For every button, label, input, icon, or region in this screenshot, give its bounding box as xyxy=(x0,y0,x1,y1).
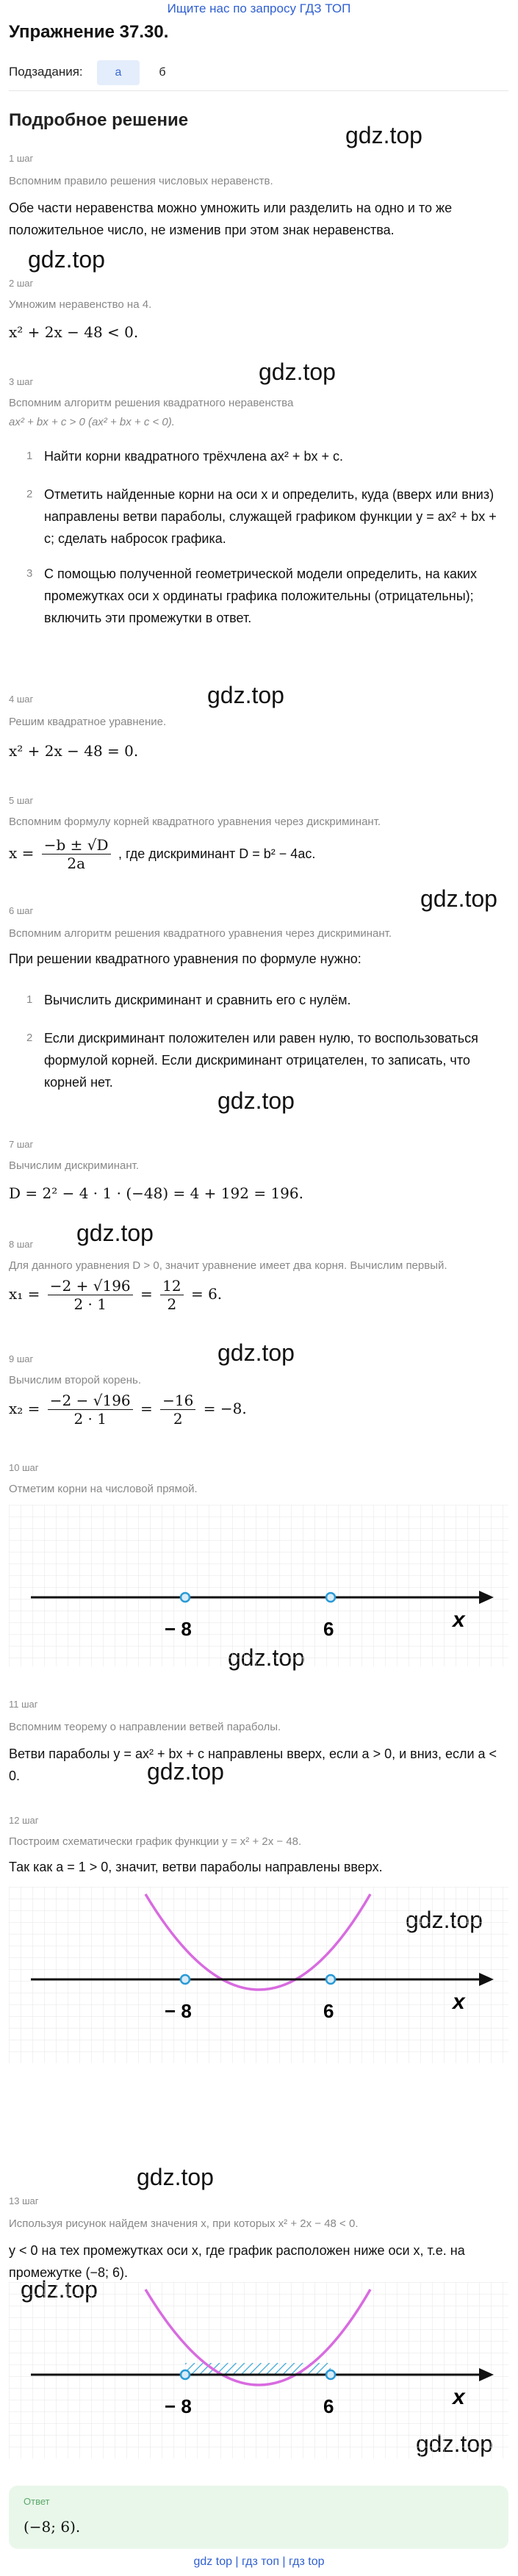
watermark: gdz.top xyxy=(217,1339,295,1366)
formula-lhs: x = xyxy=(9,844,35,862)
root-result: = 6. xyxy=(190,1285,223,1303)
step-text: Ветви параболы y = ax² + bx + c направлены вверх, если a > 0, и вниз, если a < 0. xyxy=(9,1746,497,1783)
step-label: 3 шаг xyxy=(9,376,34,387)
step-label: 1 шаг xyxy=(9,153,34,164)
root-point-neg8 xyxy=(181,1593,190,1602)
subtasks-label: Подзадания: xyxy=(9,65,83,79)
list-item: С помощью полученной геометрической модели определить, на каких промежутках оси x ординаты графика положительны (отрицательны); включить эти промежутки в ответ. xyxy=(44,566,477,625)
step-note: Используя рисунок найдем значения x, при которых x² + 2x − 48 < 0. xyxy=(9,2217,359,2230)
solution-graph xyxy=(9,2282,508,2458)
equation: x² + 2x − 48 = 0. xyxy=(9,742,139,760)
fraction-numerator: −2 − √196 xyxy=(48,1392,133,1410)
fraction-numerator: −16 xyxy=(160,1392,195,1410)
list-number: 3 xyxy=(26,567,33,580)
step-text: Обе части неравенства можно умножить или разделить на одно и то же положительное число, не изменив при этом знак неравенства. xyxy=(9,201,453,237)
step-text: y < 0 на тех промежутках оси x, где график расположен ниже оси x, т.е. на промежутке (−8; 6). xyxy=(9,2243,465,2280)
step-note: Для данного уравнения D > 0, значит уравнение имеет два корня. Вычислим первый. xyxy=(9,1259,447,1272)
watermark: gdz.top xyxy=(147,1758,224,1785)
step-note: Решим квадратное уравнение. xyxy=(9,716,167,728)
step-label: 13 шаг xyxy=(9,2195,39,2206)
list-number: 1 xyxy=(26,993,33,1006)
root-lhs: x₁ = xyxy=(9,1285,40,1303)
step-note: Вычислим второй корень. xyxy=(9,1374,142,1386)
axis-label: x xyxy=(453,1990,465,2014)
root-lhs: x₂ = xyxy=(9,1400,40,1417)
axis-label: x xyxy=(453,2385,465,2409)
answer-value: (−8; 6). xyxy=(24,2518,81,2536)
watermark: gdz.top xyxy=(28,246,105,273)
step-note: Вычислим дискриминант. xyxy=(9,1159,139,1172)
fraction-numerator: 12 xyxy=(160,1277,183,1295)
number-line-graph xyxy=(9,1505,508,1666)
list-number: 2 xyxy=(26,1032,33,1044)
step-label: 7 шаг xyxy=(9,1139,34,1150)
step-note: Отметим корни на числовой прямой. xyxy=(9,1483,198,1495)
step-note: Вспомним теорему о направлении ветвей параболы. xyxy=(9,1721,281,1733)
subtasks-bar xyxy=(9,59,508,91)
page-title: Упражнение 37.30. xyxy=(9,22,169,42)
step-note: ax² + bx + c > 0 (ax² + bx + c < 0). xyxy=(9,416,175,428)
answer-label: Ответ xyxy=(24,2496,50,2507)
root-label-6: 6 xyxy=(323,1618,334,1640)
grid-background xyxy=(9,1887,508,2063)
root-fraction xyxy=(48,1392,133,1428)
watermark: gdz.top xyxy=(259,359,336,385)
step-label: 12 шаг xyxy=(9,1815,39,1826)
root-label-6: 6 xyxy=(323,2395,334,2417)
root-point-6 xyxy=(326,1593,335,1602)
discriminant-calc: D = 2² − 4 · 1 · (−48) = 4 + 192 = 196. xyxy=(9,1184,303,1202)
step-label: 2 шаг xyxy=(9,278,34,289)
fraction-numerator: −b ± √D xyxy=(42,836,111,855)
watermark: gdz.top xyxy=(76,1220,154,1246)
root-x2 xyxy=(9,1392,247,1428)
top-banner[interactable]: Ищите нас по запросу ГДЗ ТОП xyxy=(167,1,351,15)
grid-background xyxy=(9,1505,508,1666)
watermark: gdz.top xyxy=(207,682,284,708)
subtask-tab-a[interactable]: а xyxy=(97,60,140,85)
step-note: Вспомним алгоритм решения квадратного неравенства xyxy=(9,397,294,409)
step-label: 11 шаг xyxy=(9,1699,38,1710)
step-label: 6 шаг xyxy=(9,905,34,916)
parabola-graph xyxy=(9,1887,508,2063)
list-item: Отметить найденные корни на оси x и определить, куда (вверх или вниз) направлены ветви параболы, служащей графиком функции y = ax² + bx + c; сделать набросок графика. xyxy=(44,487,497,546)
watermark: gdz.top xyxy=(217,1087,295,1114)
root-label-neg8: − 8 xyxy=(165,1618,192,1640)
root-point-neg8 xyxy=(181,2370,190,2379)
step-text: Так как a = 1 > 0, значит, ветви параболы направлены вверх. xyxy=(9,1860,383,1874)
root-fraction xyxy=(160,1392,195,1428)
list-number: 2 xyxy=(26,488,33,500)
step-note: Вспомним формулу корней квадратного уравнения через дискриминант. xyxy=(9,816,381,828)
step-label: 10 шаг xyxy=(9,1462,39,1473)
root-label-neg8: − 8 xyxy=(165,2000,192,2022)
solution-title: Подробное решение xyxy=(9,110,189,130)
root-fraction xyxy=(48,1277,133,1313)
step-label: 9 шаг xyxy=(9,1353,34,1364)
root-fraction xyxy=(160,1277,183,1313)
axis-label: x xyxy=(453,1608,465,1632)
fraction-denominator: 2 xyxy=(173,1410,183,1428)
list-item: Если дискриминант положителен или равен нулю, то воспользоваться формулой корней. Если дискриминант отрицателен, то записать, что корней нет. xyxy=(44,1031,478,1090)
fraction-denominator: 2 · 1 xyxy=(73,1410,107,1428)
step-label: 8 шаг xyxy=(9,1239,34,1250)
equals-sign: = xyxy=(140,1285,153,1303)
step-note: Вспомним алгоритм решения квадратного уравнения через дискриминант. xyxy=(9,927,392,940)
root-result: = −8. xyxy=(203,1400,247,1417)
list-number: 1 xyxy=(26,450,33,462)
fraction-numerator: −2 + √196 xyxy=(48,1277,133,1295)
watermark: gdz.top xyxy=(137,2164,214,2190)
answer-box xyxy=(9,2486,508,2549)
formula-rest: , где дискриминант D = b² − 4ac. xyxy=(118,846,316,861)
step-label: 5 шаг xyxy=(9,795,34,806)
fraction-denominator: 2a xyxy=(67,855,85,872)
footer-links[interactable]: gdz top | гдз топ | гдз top xyxy=(193,2555,325,2568)
equals-sign: = xyxy=(140,1400,153,1417)
watermark: gdz.top xyxy=(345,122,422,148)
watermark: gdz.top xyxy=(420,885,497,912)
step-text: При решении квадратного уравнения по формуле нужно: xyxy=(9,951,361,966)
step-note: Вспомним правило решения числовых неравенств. xyxy=(9,175,273,187)
fraction-denominator: 2 · 1 xyxy=(73,1295,107,1313)
root-point-6 xyxy=(326,2370,335,2379)
root-point-6 xyxy=(326,1975,335,1984)
inequality: x² + 2x − 48 < 0. xyxy=(9,323,139,341)
root-point-neg8 xyxy=(181,1975,190,1984)
fraction-denominator: 2 xyxy=(167,1295,177,1313)
discriminant-formula xyxy=(9,836,315,872)
formula-fraction xyxy=(42,836,111,872)
root-label-neg8: − 8 xyxy=(165,2395,192,2417)
step-note: Умножим неравенство на 4. xyxy=(9,298,152,311)
root-label-6: 6 xyxy=(323,2000,334,2022)
list-item: Вычислить дискриминант и сравнить его с нулём. xyxy=(44,993,351,1007)
root-x1 xyxy=(9,1277,222,1313)
step-note: Построим схематически график функции y = x² + 2x − 48. xyxy=(9,1835,302,1848)
list-item: Найти корни квадратного трёхчлена ax² + bx + c. xyxy=(44,449,343,464)
step-label: 4 шаг xyxy=(9,694,34,705)
subtask-tab-b[interactable]: б xyxy=(159,66,166,79)
